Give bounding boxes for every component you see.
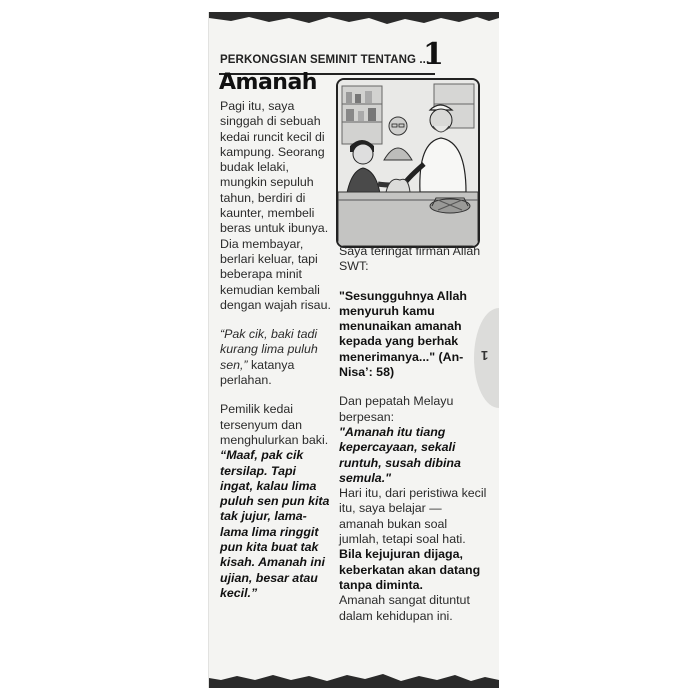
quran-verse: "Sesungguhnya Allah menyuruh kamu menunaikan amanah kepada yang berhak menerimanya..." (An-Nisa’: 58) bbox=[339, 288, 467, 380]
story-paragraph-2 bbox=[220, 327, 332, 388]
boy-quote: “Pak cik, baki tadi kurang lima puluh sen,” bbox=[220, 327, 318, 372]
torn-edge-bottom bbox=[209, 666, 499, 688]
article-strip bbox=[208, 12, 499, 688]
malay-proverb: "Amanah itu tiang kepercayaan, sekali runtuh, susah dibina semula." bbox=[339, 424, 461, 485]
kicker-number: 1 bbox=[423, 37, 444, 72]
page-tab-number: 1 bbox=[481, 348, 489, 363]
story-paragraph-3 bbox=[220, 402, 332, 601]
lesson-emphasis: Bila kejujuran dijaga, keberkatan akan datang tanpa diminta. bbox=[339, 547, 481, 592]
owner-quote: “Maaf, pak cik tersilap. Tapi ingat, kalau lima puluh sen pun kita tak jujur, lama-lama lima ringgit pun kita buat tak kisah. Amanah ini ujian, besar atau kecil.” bbox=[220, 448, 330, 600]
illustration-drawing bbox=[338, 80, 478, 246]
reflection-column bbox=[339, 244, 489, 624]
verse-intro: Saya teringat firman Allah SWT: bbox=[339, 244, 481, 274]
article-title: Amanah bbox=[219, 70, 317, 95]
owner-intro: Pemilik kedai tersenyum dan menghulurkan baki. bbox=[220, 402, 329, 447]
lesson-text: Hari itu, dari peristiwa kecil itu, saya belajar — amanah bukan soal jumlah, tetapi soal hati. bbox=[339, 486, 487, 547]
boy-quote-tail: katanya perlahan. bbox=[220, 357, 295, 388]
closing-line: Amanah sangat dituntut dalam kehidupan ini. bbox=[339, 593, 470, 623]
story-paragraph-1: Pagi itu, saya singgah di sebuah kedai runcit kecil di kampung. Seorang budak lelaki, mungkin sepuluh tahun, berdiri di kaunter, membeli beras untuk ibunya. Dia membayar, berlari keluar, tapi beberapa minit kemudian kembali dengan wajah risau. bbox=[220, 99, 331, 312]
lesson-paragraph bbox=[339, 486, 489, 593]
proverb-intro: Dan pepatah Melayu berpesan: bbox=[339, 394, 454, 424]
kicker-text: PERKONGSIAN SEMINIT TENTANG ... bbox=[220, 54, 430, 66]
torn-edge-top bbox=[209, 12, 499, 30]
story-column bbox=[220, 99, 332, 601]
shopkeeper-and-boy-illustration bbox=[336, 78, 480, 248]
